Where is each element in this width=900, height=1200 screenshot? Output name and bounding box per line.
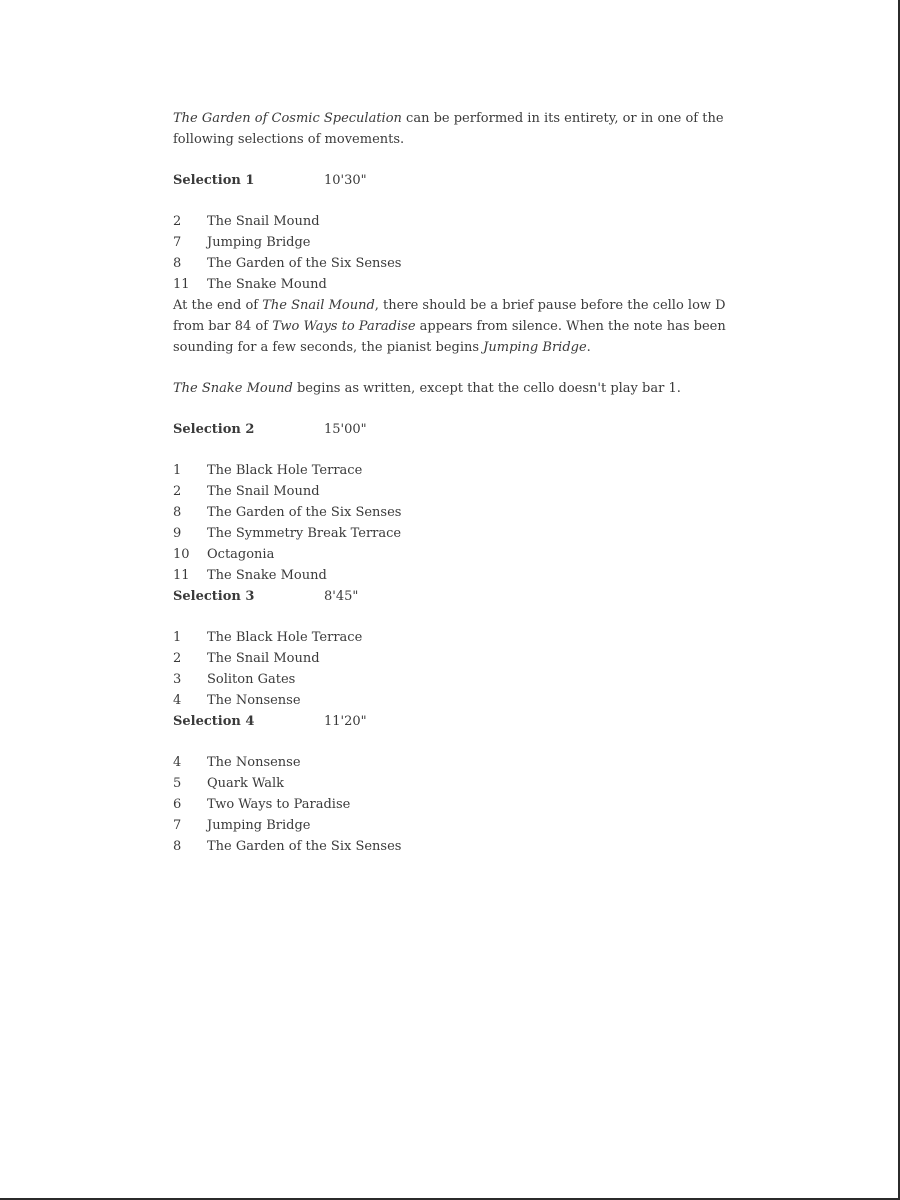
list-item	[173, 523, 733, 544]
list-item	[173, 836, 733, 857]
list-item	[173, 544, 733, 565]
list-item	[173, 232, 733, 253]
note-text: appears from silence. When the note has been sounding for a few seconds, the pianist begins	[173, 319, 726, 355]
note-text: At the end of	[173, 298, 263, 313]
selection-duration: 10'30"	[324, 173, 367, 188]
movement-name: The Symmetry Break Terrace	[207, 526, 402, 541]
selection-title: Selection 2	[173, 422, 255, 437]
list-item	[173, 690, 733, 711]
note-text: , there should be a brief pause before the cello low D from bar 84 of	[173, 298, 726, 334]
note-text: .	[586, 340, 591, 355]
movement-number: 1	[173, 463, 182, 478]
list-item	[173, 565, 733, 586]
list-item	[173, 253, 733, 274]
list-item	[173, 815, 733, 836]
movement-name: The Black Hole Terrace	[207, 463, 363, 478]
movement-number: 8	[173, 256, 182, 271]
movement-name: Two Ways to Paradise	[207, 797, 351, 812]
movement-number: 3	[173, 672, 182, 687]
movement-number: 11	[173, 568, 190, 583]
movement-number: 1	[173, 630, 182, 645]
performance-note-1	[173, 295, 733, 358]
intro-text: can be performed in its entirety, or in one of the following selections of movements.	[173, 111, 724, 147]
list-item	[173, 794, 733, 815]
movement-number: 2	[173, 651, 182, 666]
list-item	[173, 502, 733, 523]
movement-name: The Garden of the Six Senses	[207, 256, 402, 271]
movement-name: The Snake Mound	[207, 277, 327, 292]
movement-number: 8	[173, 505, 182, 520]
note-text: begins as written, except that the cello doesn't play bar 1.	[292, 381, 681, 396]
selection-4-list	[173, 752, 733, 857]
list-item	[173, 669, 733, 690]
note-movement-title: The Snake Mound	[173, 381, 293, 396]
list-item	[173, 211, 733, 232]
movement-name: The Garden of the Six Senses	[207, 839, 402, 854]
selection-2-heading	[173, 419, 733, 440]
movement-number: 7	[173, 818, 182, 833]
list-item	[173, 773, 733, 794]
list-item	[173, 627, 733, 648]
selection-title: Selection 3	[173, 589, 255, 604]
note-movement-title: Jumping Bridge	[483, 340, 587, 355]
selection-duration: 11'20"	[324, 714, 367, 729]
work-title: The Garden of Cosmic Speculation	[173, 111, 402, 126]
list-item	[173, 460, 733, 481]
selection-duration: 8'45"	[324, 589, 359, 604]
selection-3-heading	[173, 586, 733, 607]
movement-name: The Garden of the Six Senses	[207, 505, 402, 520]
movement-name: The Snail Mound	[207, 484, 320, 499]
movement-name: The Snail Mound	[207, 651, 320, 666]
movement-number: 4	[173, 755, 182, 770]
selection-1-heading	[173, 170, 733, 191]
selection-duration: 15'00"	[324, 422, 367, 437]
list-item	[173, 752, 733, 773]
selection-title: Selection 4	[173, 714, 255, 729]
movement-name: The Black Hole Terrace	[207, 630, 363, 645]
selection-2-list	[173, 460, 733, 586]
selection-1-list	[173, 211, 733, 295]
document-page	[173, 108, 733, 857]
performance-note-2	[173, 378, 733, 399]
selection-3-list	[173, 627, 733, 711]
list-item	[173, 648, 733, 669]
movement-number: 6	[173, 797, 182, 812]
movement-name: Jumping Bridge	[207, 818, 311, 833]
selection-4-heading	[173, 711, 733, 732]
movement-number: 10	[173, 547, 190, 562]
movement-name: The Snake Mound	[207, 568, 327, 583]
movement-number: 2	[173, 484, 182, 499]
list-item	[173, 481, 733, 502]
movement-number: 7	[173, 235, 182, 250]
movement-name: Octagonia	[207, 547, 275, 562]
movement-number: 5	[173, 776, 182, 791]
movement-number: 8	[173, 839, 182, 854]
movement-number: 11	[173, 277, 190, 292]
movement-number: 2	[173, 214, 182, 229]
selection-title: Selection 1	[173, 173, 255, 188]
movement-number: 4	[173, 693, 182, 708]
movement-name: The Nonsense	[207, 755, 301, 770]
movement-number: 9	[173, 526, 182, 541]
movement-name: Quark Walk	[207, 776, 285, 791]
intro-paragraph	[173, 108, 733, 150]
list-item	[173, 274, 733, 295]
movement-name: Jumping Bridge	[207, 235, 311, 250]
note-movement-title: The Snail Mound	[262, 298, 375, 313]
movement-name: The Nonsense	[207, 693, 301, 708]
movement-name: Soliton Gates	[207, 672, 296, 687]
movement-name: The Snail Mound	[207, 214, 320, 229]
note-movement-title: Two Ways to Paradise	[272, 319, 416, 334]
